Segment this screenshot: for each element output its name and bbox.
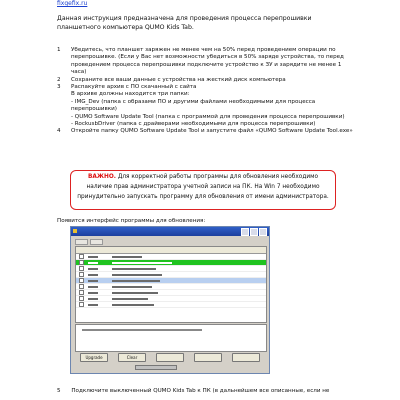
steps-list	[57, 47, 357, 136]
archive-folder-driver: - RockusbDriver (папка с драйверами необходимыми для процесса перепрошивки)	[71, 121, 316, 128]
upgrade-button: Upgrade	[80, 353, 108, 362]
maximize-icon	[250, 228, 258, 236]
step-text: Сохраните все ваши данные с устройства на жесткий диск компьютера	[71, 76, 286, 83]
row-checkbox	[79, 260, 84, 265]
step-number: 4	[57, 128, 61, 135]
row-checkbox	[79, 296, 84, 301]
row-checkbox	[79, 254, 84, 259]
step-number: 3	[57, 84, 61, 91]
archive-folder-tool: - QUMO Software Update Tool (папка с программой для проведения процесса перепрошивки)	[71, 113, 345, 120]
tab-2	[90, 239, 103, 245]
interface-caption: Появится интерфейс программы для обновления:	[57, 218, 206, 224]
warning-text: Для корректной работы программы для обновления необходимо наличие прав администратора учетной записи на ПК. На Win 7 необходимо принудительно запускать программу для обновления от имени администратора.	[77, 174, 329, 200]
window-button-5	[232, 353, 260, 362]
warning-label: ВАЖНО.	[87, 174, 116, 180]
log-line	[82, 329, 202, 331]
update-tool-screenshot	[70, 226, 270, 374]
step-item-2	[57, 77, 357, 84]
step-number: 2	[57, 76, 61, 83]
archive-folder-img: - IMG_Dev (папка с образами ПО и другими файлами необходимыми для процесса перепрошивки)	[71, 98, 316, 113]
table-row	[76, 302, 266, 308]
clear-button: Clear	[118, 353, 146, 362]
row-checkbox	[79, 284, 84, 289]
window-title-bar	[71, 227, 269, 236]
row-checkbox	[79, 278, 84, 283]
window-button-row	[75, 353, 265, 362]
progress-bar	[135, 365, 177, 370]
window-button-3	[156, 353, 184, 362]
minimize-icon	[241, 228, 249, 236]
step-item-3	[57, 84, 357, 128]
step-number: 1	[57, 47, 61, 53]
intro-paragraph: Данная инструкция предназначена для проведения процесса перепрошивки планшетного компьютера QUMO Kids Tab.	[57, 15, 312, 31]
step-number: 5	[57, 388, 61, 394]
step-text: Откройте папку QUMO Software Update Tool и запустите файл «QUMO Software Update Tool.exe»	[71, 128, 353, 135]
step-text: Распакуйте архив с ПО скачанный с сайта	[71, 84, 197, 91]
table-header	[76, 247, 266, 254]
close-icon	[259, 228, 267, 236]
tab-1	[75, 239, 88, 245]
step-item-4	[57, 128, 357, 135]
row-checkbox	[79, 272, 84, 277]
row-checkbox	[79, 290, 84, 295]
archive-contents-intro: В архиве должны находится три папки:	[71, 91, 190, 98]
image-file-table	[75, 246, 267, 323]
window-status-bar	[75, 365, 265, 370]
warning-box	[70, 170, 336, 210]
window-tabs	[75, 239, 103, 245]
window-controls	[241, 228, 267, 236]
step-item-1	[57, 47, 357, 77]
row-checkbox	[79, 302, 84, 307]
website-link[interactable]: fixgefix.ru	[57, 0, 88, 7]
step-text: Подключите выключенный QUMO Kids Tab к ПК (в дальнейшем все описанные, если не	[71, 388, 330, 394]
row-checkbox	[79, 266, 84, 271]
log-panel	[75, 324, 267, 352]
window-button-4	[194, 353, 222, 362]
archive-contents	[71, 91, 357, 128]
step-text: Убедитесь, что планшет заряжен не менее чем на 50% перед проведением операции по перепрошивке. (Если у Вас нет возможности убедиться в 50% заряде устройства, то перед проведением процесса перепрошивки подключите устройство к ЗУ и зарядите не менее 1 часа)	[71, 47, 344, 76]
step-item-5	[57, 388, 377, 395]
app-logo-icon	[73, 229, 77, 233]
